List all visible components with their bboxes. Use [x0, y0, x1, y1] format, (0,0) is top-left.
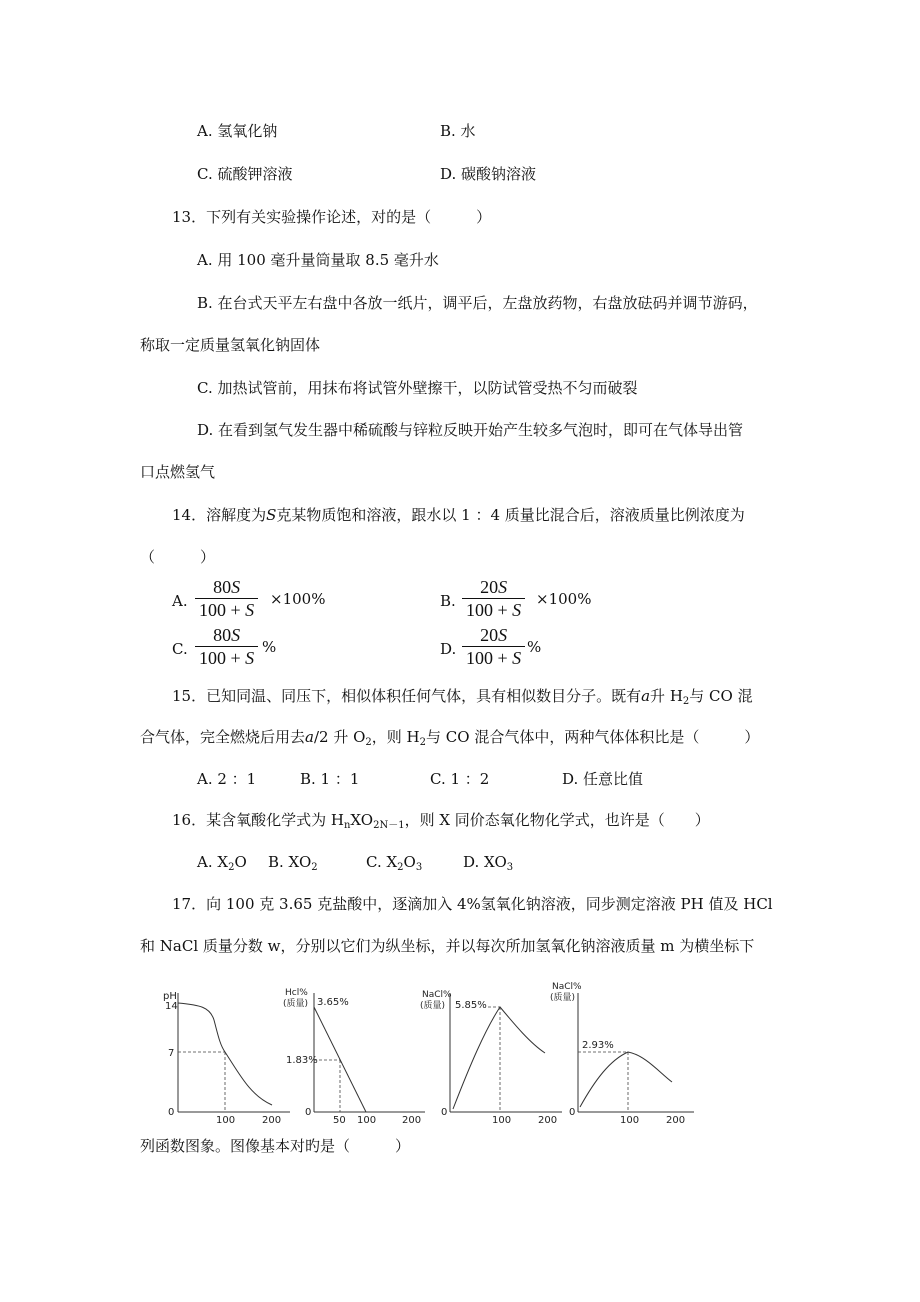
q15-option-a: A. 2 ：1	[197, 770, 257, 788]
chart-nacl1-ytick-0: 0	[441, 1107, 448, 1118]
q17-graphs	[0, 975, 920, 1135]
q13-stem: 13．下列有关实验操作论述，对的是（ ）	[172, 208, 492, 226]
q16-option-c: C. $X_2O_3$	[366, 853, 423, 873]
q17-stem-line3: 列函数图象。图像基本对旳是（ ）	[140, 1137, 411, 1155]
q16-option-b: B. $XO_2$	[268, 853, 318, 873]
chart-nacl1-ylabel2: (质量)	[420, 1001, 446, 1011]
q13-option-c: C. 加热试管前，用抹布将试管外壁擦干，以防试管受热不匀而破裂	[197, 379, 638, 397]
q14-label-c: C.	[172, 640, 188, 658]
chart-nacl2-ytick-0: 0	[569, 1107, 576, 1118]
chart-nacl1-ylabel: NaCl%	[422, 990, 452, 1000]
q15-option-c: C. 1 ：2	[430, 770, 490, 788]
chart-hcl-xtick-50: 50	[333, 1115, 346, 1126]
q14-fraction-a	[195, 576, 258, 621]
q17-stem-line1: 17．向 100 克 3.65 克盐酸中，逐滴加入 4%氢氧化钠溶液，同步测定溶液 PH 值及 HCl	[172, 895, 773, 913]
q14-label-b: B.	[440, 592, 456, 610]
chart-ph-ytick-14: 14	[165, 1001, 178, 1012]
q14-label-a: A.	[172, 592, 188, 610]
chart-hcl-annot-183: 1.83%	[286, 1055, 318, 1066]
chart-nacl2-annot: 2.93%	[582, 1040, 614, 1051]
chart-nacl2-ylabel: NaCl%	[552, 982, 582, 992]
q14-d-denominator: 100 + S	[466, 648, 522, 668]
chart-nacl2-ylabel2: (质量)	[550, 993, 576, 1003]
chart-nacl1-curve	[453, 1007, 545, 1109]
chart-hcl-xtick-100: 100	[357, 1115, 377, 1126]
q14-fraction-b	[462, 576, 525, 621]
q16-option-a: A. $X_2O$	[197, 853, 247, 873]
chart-ph-ytick-0: 0	[168, 1107, 175, 1118]
chart-nacl1-annot: 5.85%	[455, 1000, 487, 1011]
q13-option-b-line2: 称取一定质量氢氧化钠固体	[140, 336, 321, 354]
chart-nacl2-xtick-100: 100	[620, 1115, 640, 1126]
q14-d-numerator: 20S	[480, 625, 508, 645]
q15-option-d: D. 任意比值	[562, 770, 644, 788]
q12-option-c: C. 硫酸钾溶液	[197, 165, 293, 183]
q14-stem-var: S	[266, 506, 277, 524]
chart-hcl-annot-365: 3.65%	[317, 997, 349, 1008]
q14-fraction-c	[195, 624, 258, 669]
chart-hcl-xtick-200: 200	[402, 1115, 422, 1126]
chart-hcl	[283, 988, 425, 1126]
q14-d-suffix: %	[527, 638, 542, 656]
chart-nacl2-curve	[580, 1052, 672, 1107]
chart-nacl2-xtick-200: 200	[666, 1115, 686, 1126]
chart-ph-xtick-200: 200	[262, 1115, 282, 1126]
q13-option-a: A. 用 100 毫升量筒量取 8.5 毫升水	[197, 251, 439, 269]
q14-c-denominator: 100 + S	[199, 648, 255, 668]
q14-a-numerator: 80S	[213, 577, 241, 597]
q13-option-d-line1: D. 在看到氢气发生器中稀硫酸与锌粒反映开始产生较多气泡时，即可在气体导出管	[197, 421, 744, 439]
q14-c-suffix: %	[262, 638, 277, 656]
chart-nacl1-xtick-100: 100	[492, 1115, 512, 1126]
q13-option-b-line1: B. 在台式天平左右盘中各放一纸片，调平后，左盘放药物，右盘放砝码并调节游码，	[197, 294, 758, 312]
chart-ph-ylabel: pH	[163, 991, 177, 1002]
q16-option-d: D. $XO_3$	[463, 853, 514, 873]
chart-hcl-ytick-0: 0	[305, 1107, 312, 1118]
q12-option-d: D. 碳酸钠溶液	[440, 165, 537, 183]
chart-nacl-585	[420, 990, 562, 1126]
chart-hcl-ylabel: Hcl%	[285, 988, 308, 998]
q14-b-suffix: ×100%	[536, 590, 592, 608]
q15-stem-line2: 合气体，完全燃烧后用去a/2 升 $O_2$，则 $H_2$与 CO 混合气体中，两种气体体积比是（ ）	[140, 728, 760, 748]
q13-option-d-line2: 口点燃氢气	[140, 463, 216, 481]
chart-ph-ytick-7: 7	[168, 1048, 175, 1059]
q15-stem-line1: 15．已知同温、同压下，相似体积任何气体，具有相似数目分子。既有a升 $H_2$与 CO 混	[172, 687, 753, 707]
chart-ph-xtick-100: 100	[216, 1115, 236, 1126]
q14-stem	[172, 504, 745, 526]
q17-stem-line2: 和 NaCl 质量分数 w，分别以它们为纵坐标，并以每次所加氢氧化钠溶液质量 m 为横坐标下	[140, 937, 755, 955]
q14-b-denominator: 100 + S	[466, 600, 522, 620]
q14-stem-pre: 14．溶解度为	[172, 506, 267, 524]
q14-c-numerator: 80S	[213, 625, 241, 645]
q14-paren: （ ）	[140, 548, 216, 566]
q16-stem: 16．某含氧酸化学式为 $H_nXO_{2N-1}$，则 X 同价态氧化物化学式，也许是（ ）	[172, 811, 710, 831]
q14-fraction-d	[462, 624, 525, 669]
q15-option-b: B. 1 ：1	[300, 770, 360, 788]
q12-option-b: B. 水	[440, 122, 476, 140]
chart-ph	[163, 991, 290, 1126]
chart-hcl-ylabel2: (质量)	[283, 999, 309, 1009]
chart-nacl-293	[550, 982, 694, 1126]
q14-stem-post: 克某物质饱和溶液，跟水以 1 ：4 质量比混合后，溶液质量比例浓度为	[276, 506, 745, 524]
chart-nacl1-xtick-200: 200	[538, 1115, 558, 1126]
q14-a-denominator: 100 + S	[199, 600, 255, 620]
q14-b-numerator: 20S	[480, 577, 508, 597]
q12-option-a: A. 氢氧化钠	[197, 122, 278, 140]
q14-a-suffix: ×100%	[270, 590, 326, 608]
q14-label-d: D.	[440, 640, 457, 658]
